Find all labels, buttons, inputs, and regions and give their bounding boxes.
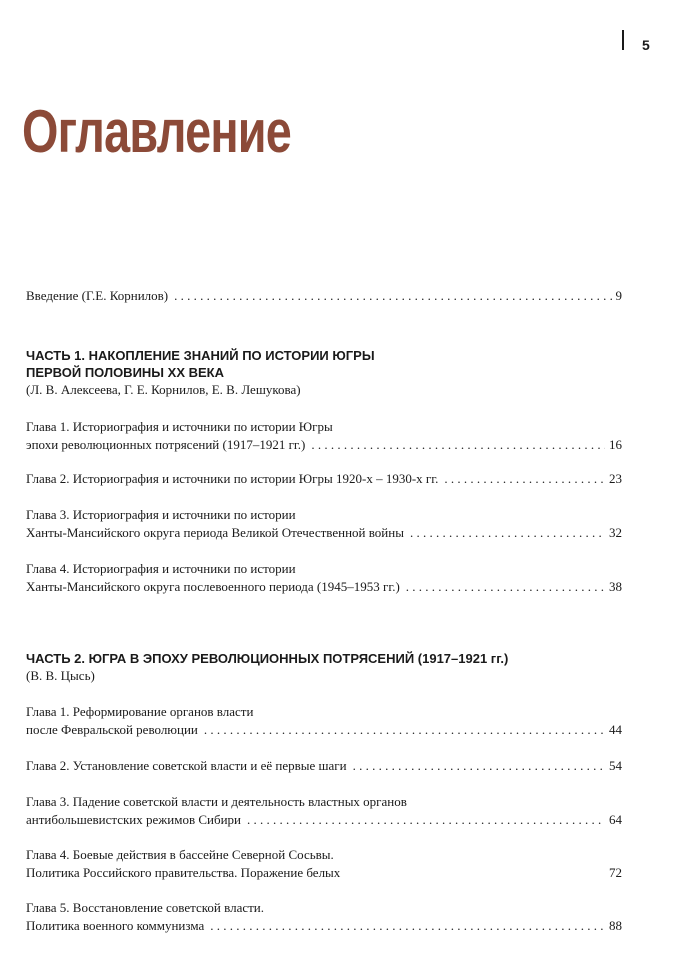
toc-entry-part2-chapter2[interactable]: [26, 757, 622, 775]
dot-leader: [204, 721, 605, 739]
part-authors: (Л. В. Алексеева, Г. Е. Корнилов, Е. В. Лешукова): [26, 382, 301, 397]
page-number: 5: [642, 37, 650, 53]
toc-entry-part2-chapter3[interactable]: [26, 793, 622, 829]
toc-entry-text: Глава 1. Историография и источники по истории Югры: [26, 419, 333, 434]
toc-page-number: 44: [609, 722, 622, 737]
toc-page-number: 64: [609, 812, 622, 827]
toc-page-number: 72: [609, 865, 622, 880]
part-title-line: ЧАСТЬ 2. ЮГРА В ЭПОХУ РЕВОЛЮЦИОННЫХ ПОТРЯСЕНИЙ (1917–1921 гг.): [26, 651, 509, 666]
dot-leader: [353, 757, 605, 775]
toc-entry-text: после Февральской революции: [26, 722, 198, 737]
part-2-header: [26, 650, 622, 685]
toc-entry-text: Глава 4. Боевые действия в бассейне Северной Сосьвы.: [26, 847, 334, 862]
part-1-header: [26, 347, 622, 399]
toc-page-number: 32: [609, 525, 622, 540]
toc-entry-text: Политика Российского правительства. Поражение белых: [26, 865, 341, 880]
part-title-line: ЧАСТЬ 1. НАКОПЛЕНИЕ ЗНАНИЙ ПО ИСТОРИИ ЮГРЫ: [26, 348, 375, 363]
toc-entry-part2-chapter4[interactable]: [26, 846, 622, 882]
toc-entry-intro[interactable]: [26, 287, 622, 305]
toc-entry-text: Ханты-Мансийского округа периода Великой Отечественной войны: [26, 525, 404, 540]
toc-entry-text: Ханты-Мансийского округа послевоенного периода (1945–1953 гг.): [26, 579, 400, 594]
toc-entry-text: Глава 1. Реформирование органов власти: [26, 704, 254, 719]
page-title: Оглавление: [22, 98, 292, 165]
toc-entry-part2-chapter5[interactable]: [26, 899, 622, 935]
toc-entry-text: Глава 3. Падение советской власти и деятельность властных органов: [26, 794, 407, 809]
dot-leader: [311, 436, 605, 454]
part-authors: (В. В. Цысь): [26, 668, 95, 683]
dot-leader: [444, 470, 605, 488]
toc-entry-text: Введение (Г.Е. Корнилов): [26, 288, 169, 303]
toc-page-number: 23: [609, 471, 622, 486]
part-title-line: ПЕРВОЙ ПОЛОВИНЫ ХХ ВЕКА: [26, 365, 224, 380]
toc-entry-text: Глава 5. Восстановление советской власти.: [26, 900, 264, 915]
dot-leader: [406, 578, 605, 596]
dot-leader: [174, 287, 611, 305]
toc-entry-part2-chapter1[interactable]: [26, 703, 622, 739]
dot-leader: [410, 524, 605, 542]
toc-page-number: 38: [609, 579, 622, 594]
toc-entry-part1-chapter1[interactable]: [26, 418, 622, 454]
toc-entry-part1-chapter4[interactable]: [26, 560, 622, 596]
dot-leader: [247, 811, 605, 829]
toc-page-number: 54: [609, 758, 622, 773]
toc-page-number: 88: [609, 918, 622, 933]
toc-entry-part1-chapter2[interactable]: [26, 470, 622, 488]
toc-entry-text: антибольшевистских режимов Сибири: [26, 812, 241, 827]
toc-entry-text: Политика военного коммунизма: [26, 918, 205, 933]
dot-leader: [210, 917, 605, 935]
toc-entry-part1-chapter3[interactable]: [26, 506, 622, 542]
toc-page-number: 9: [615, 288, 622, 303]
toc-entry-text: эпохи революционных потрясений (1917–1921 гг.): [26, 437, 306, 452]
toc-entry-text: Глава 2. Установление советской власти и её первые шаги: [26, 758, 347, 773]
toc-entry-text: Глава 2. Историография и источники по истории Югры 1920-х – 1930-х гг.: [26, 471, 439, 486]
page-marker-rule: [622, 30, 624, 50]
toc-entry-text: Глава 3. Историография и источники по истории: [26, 507, 296, 522]
toc-entry-text: Глава 4. Историография и источники по истории: [26, 561, 296, 576]
toc-page-number: 16: [609, 437, 622, 452]
